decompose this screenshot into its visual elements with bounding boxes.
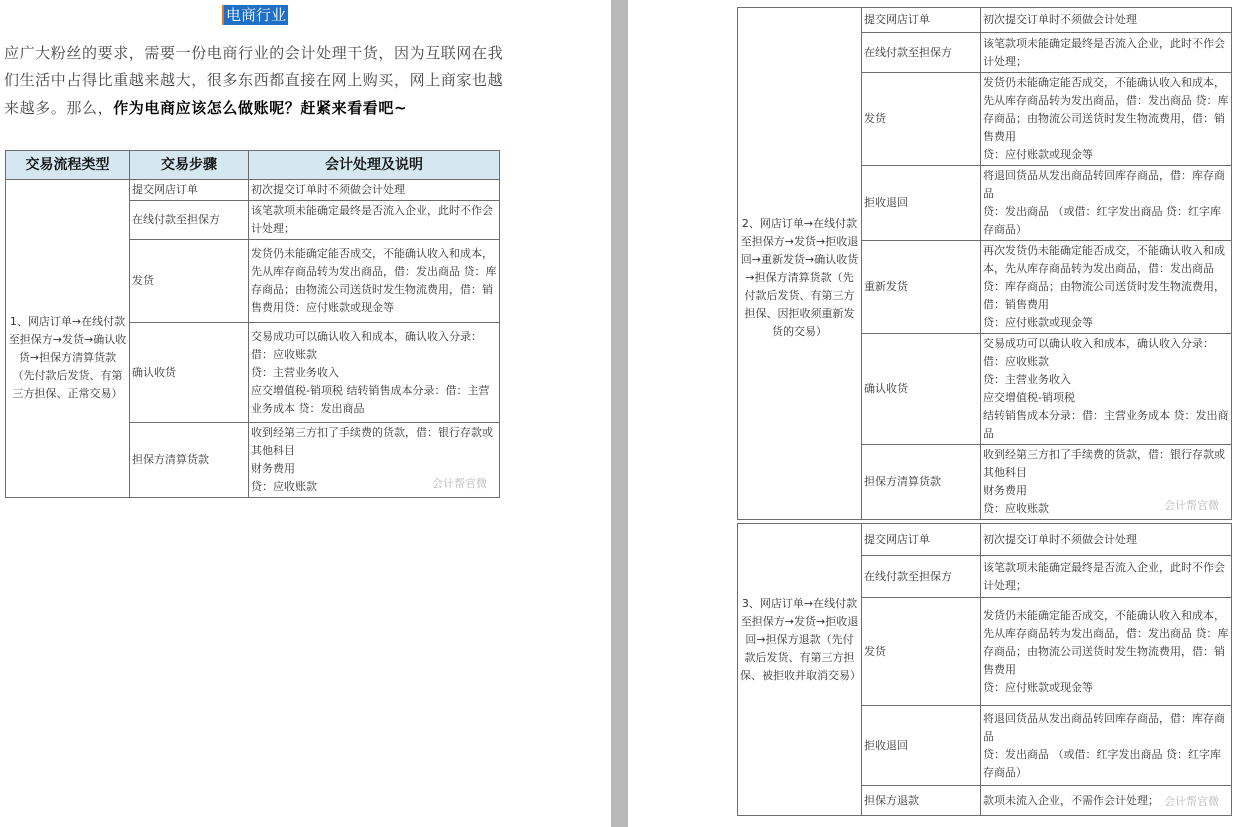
flow-type-cell: 2、网店订单→在线付款至担保方→发货→拒收退回→重新发货→确认收货→担保方清算货款（先付款后发货、有第三方担保、因拒收须重新发货的交易） bbox=[738, 8, 862, 520]
flow-type-cell: 3、网店订单→在线付款至担保方→发货→拒收退回→担保方退款（先付款后发货、有第三方担保、被拒收并取消交易） bbox=[738, 524, 862, 816]
desc-line: 发货仍未能确定能否成交，不能确认收入和成本，先从库存商品转为发出商品，借：发出商品 贷：库存商品；由物流公司送货时发生物流费用，借：销售费用 bbox=[983, 608, 1229, 676]
title-wrap bbox=[0, 5, 510, 25]
desc-cell bbox=[249, 201, 500, 240]
accounting-table-1 bbox=[5, 150, 500, 498]
desc-line: 发货仍未能确定能否成交，不能确认收入和成本，先从库存商品转为发出商品，借：发出商品 贷：库存商品；由物流公司送货时发生物流费用，借：销售费用贷：应付账款或现金等 bbox=[251, 247, 497, 314]
desc-line: 财务费用 bbox=[983, 484, 1027, 497]
desc-line: 贷：发出商品 （或借：红字发出商品 贷：红字库存商品） bbox=[983, 205, 1221, 236]
desc-line: 应交增值税-销项税 结转销售成本分录：借：主营业务成本 贷：发出商品 bbox=[251, 383, 490, 415]
desc-cell bbox=[981, 73, 1232, 166]
desc-cell bbox=[981, 8, 1232, 33]
desc-cell bbox=[981, 33, 1232, 73]
step-cell: 确认收货 bbox=[862, 334, 981, 445]
step-cell: 拒收退回 bbox=[862, 706, 981, 786]
desc-cell bbox=[981, 524, 1232, 556]
header-type: 交易流程类型 bbox=[6, 151, 130, 180]
step-cell: 重新发货 bbox=[862, 241, 981, 334]
step-cell: 担保方退款 bbox=[862, 786, 981, 816]
desc-line: 贷：应付账款或现金等 bbox=[983, 316, 1093, 329]
step-cell: 提交网店订单 bbox=[862, 8, 981, 33]
step-cell: 发货 bbox=[130, 240, 249, 323]
desc-cell bbox=[249, 423, 500, 498]
step-cell: 担保方清算货款 bbox=[130, 423, 249, 498]
desc-line: 将退回货品从发出商品转回库存商品，借：库存商品 bbox=[983, 169, 1225, 200]
desc-line: 贷：应收账款 bbox=[251, 480, 317, 493]
desc-line: 该笔款项未能确定最终是否流入企业，此时不作会计处理； bbox=[251, 204, 493, 235]
step-cell: 提交网店订单 bbox=[862, 524, 981, 556]
step-cell: 在线付款至担保方 bbox=[862, 33, 981, 73]
intro-bold-text: 作为电商应该怎么做账呢？赶紧来看看吧~ bbox=[113, 98, 408, 117]
desc-cell bbox=[981, 556, 1232, 598]
desc-line: 贷：主营业务收入 bbox=[251, 365, 339, 379]
desc-line: 初次提交订单时不须做会计处理 bbox=[983, 532, 1137, 546]
watermark: 会计帮官微 bbox=[432, 477, 487, 490]
desc-line: 财务费用 bbox=[251, 462, 295, 475]
flow-type-cell: 1、网店订单→在线付款至担保方→发货→确认收货→担保方清算货款（先付款后发货、有第三方担保、正常交易） bbox=[6, 180, 130, 498]
desc-line: 初次提交订单时不须做会计处理 bbox=[251, 183, 405, 196]
desc-line: 款项未流入企业，不需作会计处理； bbox=[983, 793, 1159, 807]
desc-cell bbox=[981, 334, 1232, 445]
desc-line: 结转销售成本分录：借：主营业务成本 贷：发出商品 bbox=[983, 409, 1229, 440]
document-page-left bbox=[0, 0, 611, 827]
header-desc: 会计处理及说明 bbox=[249, 151, 500, 180]
step-cell: 发货 bbox=[862, 73, 981, 166]
desc-line: 交易成功可以确认收入和成本，确认收入分录：借：应收账款 bbox=[983, 337, 1214, 368]
table-row bbox=[738, 524, 1232, 556]
header-step: 交易步骤 bbox=[130, 151, 249, 180]
watermark: 会计帮官微 bbox=[1164, 795, 1219, 808]
step-cell: 担保方清算货款 bbox=[862, 445, 981, 520]
desc-cell bbox=[981, 445, 1232, 520]
desc-line: 应交增值税-销项税 bbox=[983, 391, 1075, 404]
desc-line: 贷：发出商品 （或借：红字发出商品 贷：红字库存商品） bbox=[983, 747, 1221, 779]
step-cell: 在线付款至担保方 bbox=[862, 556, 981, 598]
desc-line: 交易成功可以确认收入和成本，确认收入分录：借：应收账款 bbox=[251, 329, 482, 361]
step-cell: 提交网店订单 bbox=[130, 180, 249, 201]
desc-line: 发货仍未能确定能否成交，不能确认收入和成本，先从库存商品转为发出商品，借：发出商品 贷：库存商品；由物流公司送货时发生物流费用，借：销售费用 bbox=[983, 76, 1229, 143]
intro-text: 应广大粉丝的要求，需要一份电商行业的会计处理干货，因为互联网在我们生活中占得比重越来越大，很多东西都直接在网上购买，网上商家也越来越多。那么， bbox=[4, 44, 504, 117]
desc-cell bbox=[249, 323, 500, 423]
desc-cell bbox=[981, 786, 1232, 816]
watermark: 会计帮官微 bbox=[1164, 499, 1219, 512]
desc-line: 再次发货仍未能确定能否成交，不能确认收入和成本，先从库存商品转为发出商品，借：发出商品 贷：库存商品；由物流公司送货时发生物流费用，借：销售费用 bbox=[983, 244, 1225, 311]
table-header-row bbox=[6, 151, 500, 180]
desc-line: 贷：应收账款 bbox=[983, 502, 1049, 515]
step-cell: 确认收货 bbox=[130, 323, 249, 423]
desc-line: 收到经第三方扣了手续费的货款，借：银行存款或其他科目 bbox=[251, 426, 493, 457]
desc-cell bbox=[249, 180, 500, 201]
table-row bbox=[6, 180, 500, 201]
desc-line: 将退回货品从发出商品转回库存商品，借：库存商品 bbox=[983, 711, 1225, 743]
desc-line: 该笔款项未能确定最终是否流入企业，此时不作会计处理； bbox=[983, 560, 1225, 592]
step-cell: 在线付款至担保方 bbox=[130, 201, 249, 240]
desc-line: 贷：应付账款或现金等 bbox=[983, 680, 1093, 694]
desc-cell bbox=[981, 598, 1232, 706]
step-cell: 拒收退回 bbox=[862, 166, 981, 241]
desc-line: 贷：应付账款或现金等 bbox=[983, 148, 1093, 161]
desc-line: 该笔款项未能确定最终是否流入企业，此时不作会计处理； bbox=[983, 36, 1225, 68]
desc-cell bbox=[981, 706, 1232, 786]
desc-line: 初次提交订单时不须做会计处理 bbox=[983, 13, 1137, 26]
step-cell: 发货 bbox=[862, 598, 981, 706]
page-gutter bbox=[611, 0, 628, 827]
page-title-selected[interactable]: 电商行业 bbox=[222, 5, 288, 25]
accounting-table-3 bbox=[737, 523, 1232, 816]
intro-paragraph bbox=[4, 40, 504, 122]
desc-line: 贷：主营业务收入 bbox=[983, 373, 1071, 386]
table-row bbox=[738, 8, 1232, 33]
desc-cell bbox=[249, 240, 500, 323]
desc-cell bbox=[981, 241, 1232, 334]
desc-cell bbox=[981, 166, 1232, 241]
accounting-table-2 bbox=[737, 7, 1232, 520]
desc-line: 收到经第三方扣了手续费的货款，借：银行存款或其他科目 bbox=[983, 448, 1225, 479]
